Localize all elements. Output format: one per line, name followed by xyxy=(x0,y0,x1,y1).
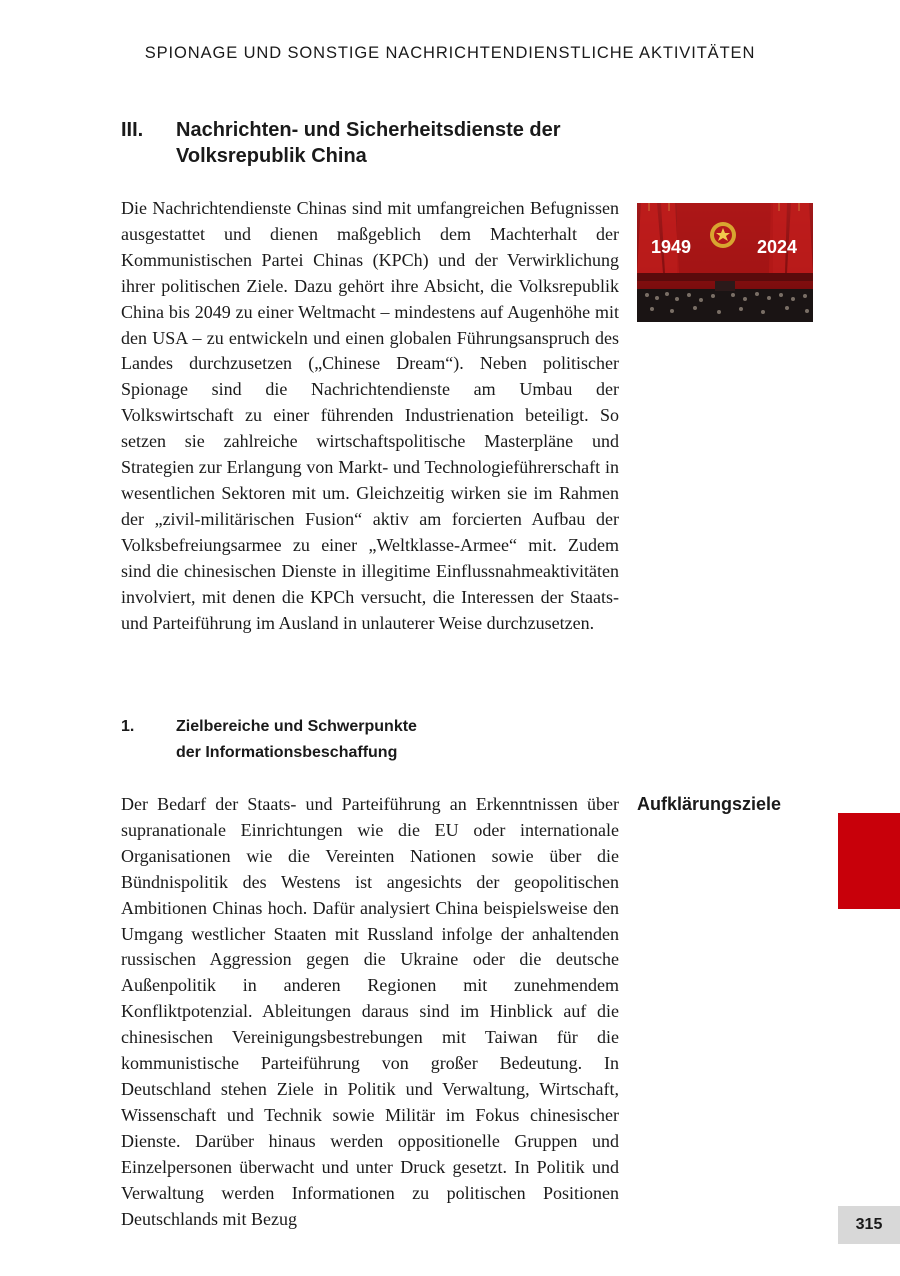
section-title-line1: Zielbereiche und Schwerpunkte xyxy=(176,718,417,735)
intro-paragraph-text: Die Nachrichtendienste Chinas sind mit umfangreichen Befugnissen ausgestattet und dienen maßgeblich dem Machterhalt der Kommunistischen Partei Chinas (KPCh) und der Verwirklichung ihrer politischen Ziele. Dazu gehört ihre Absicht, die Volksrepublik China bis 2049 zu einer Weltmacht – mindestens auf Augenhöhe mit den USA – zu entwickeln und einen globalen Führungsanspruch des Landes durchzusetzen („Chinese Dream“). Neben politischer Spionage sind die Nachrichtendienste am Umbau der Volkswirtschaft zu einer führenden Industrienation beteiligt. So setzen sie zahlreiche wirtschaftspolitische Masterpläne und Strategien zur Erlangung von Markt- und Technologieführerschaft in wesentlichen Sektoren mit um. Gleichzeitig wirken sie im Rahmen der „zivil-militärischen Fusion“ aktiv am forcierten Aufbau der Volksbefreiungsarmee zu einer „Weltklasse-Armee“ mit. Zudem sind die chinesischen Dienste in illegitime Einflussnahmeaktivitäten involviert, mit denen die KPCh versucht, die Interessen der Staats- und Parteiführung im Ausland in unlauterer Weise durchzusetzen. xyxy=(121,198,619,633)
chapter-title: Nachrichten- und Sicherheitsdienste der Volksrepublik China xyxy=(176,119,561,167)
section-number: 1. xyxy=(121,718,135,735)
chapter-thumb-tab xyxy=(838,813,900,909)
marginal-note: Aufklärungsziele xyxy=(637,794,782,814)
section-title xyxy=(176,714,576,766)
chapter-number: III. xyxy=(121,119,144,141)
section-paragraph xyxy=(121,792,619,1232)
section-title-line2: der Informationsbeschaffung xyxy=(176,744,398,761)
intro-paragraph xyxy=(121,196,619,636)
page-number: 315 xyxy=(838,1206,900,1244)
section-paragraph-text: Der Bedarf der Staats- und Parteiführung an Erkenntnissen über supranationale Einrichtungen wie die EU oder internationale Organisationen wie die Vereinten Nationen sowie über die Bündnispolitik des Westens ist angesichts der geopolitischen Ambitionen Chinas hoch. Dafür analysiert China beispielsweise den Umgang westlicher Staaten mit Russland infolge der anhaltenden russischen Aggression gegen die Ukraine oder die deutsche Außenpolitik in anderen Regionen mit zunehmendem Konfliktpotenzial. Ableitungen daraus sind im Hinblick auf die chinesischen Vereinigungsbestrebungen mit Taiwan für die kommunistische Parteiführung von großer Bedeutung. In Deutschland stehen Ziele in Politik und Verwaltung, Wirtschaft, Wissenschaft und Technik sowie Militär im Fokus chinesischer Dienste. Darüber hinaus werden oppositionelle Gruppen und Einzelpersonen überwacht und unter Druck gesetzt. In Politik und Verwaltung werden Informationen zu politischen Positionen Deutschlands mit Bezug xyxy=(121,794,619,1229)
photo-year-left: 1949 xyxy=(651,237,692,257)
running-head: SPIONAGE UND SONSTIGE NACHRICHTENDIENSTLICHE AKTIVITÄTEN xyxy=(144,44,756,62)
photo-year-right: 2024 xyxy=(757,237,798,257)
congress-photo xyxy=(637,203,813,322)
